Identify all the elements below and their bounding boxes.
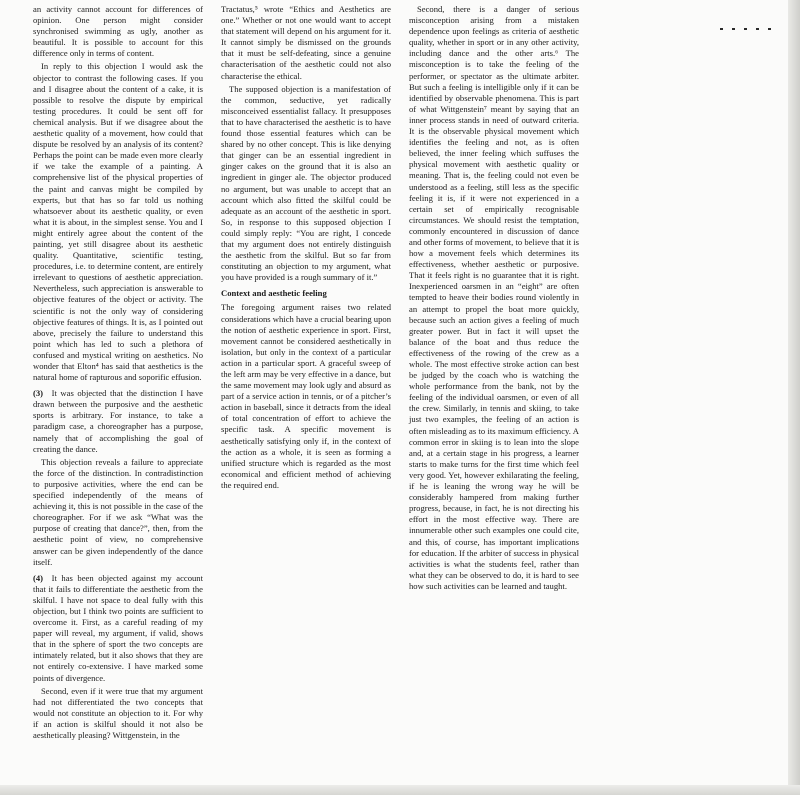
scan-specks [720, 24, 780, 32]
numbered-paragraph [33, 388, 203, 455]
page-edge-bottom [0, 785, 800, 795]
section-heading: Context and aesthetic feeling [221, 288, 327, 299]
body-paragraph: an activity cannot account for differences of opinion. One person might consider synchronised swimming as ugly, another as beautiful. It is possible to account for this difference only in terms of content. [33, 4, 203, 59]
body-paragraph: Tractatus,⁵ wrote “Ethics and Aesthetics are one.” Whether or not one would want to accept that statement will depend on his argument for it. It cannot simply be dismissed on the grounds that it must be self-defeating, since a genuine characterisation of the aesthetic could not also characterise the ethical. [221, 4, 391, 81]
text-column-2 [221, 4, 391, 493]
page-edge-right [788, 0, 800, 795]
paragraph-text: It has been objected against my account that it fails to differentiate the aesthetic from the skilful. I have not space to deal fully with this objection, but I think two points are sufficient to overcome it. First, as a careful reading of my paper will reveal, my argument, if valid, shows that in the sphere of sport the two concepts are intimately related, but it also shows that they are not entirely co-extensive. I have marked some points of divergence. [33, 572, 203, 683]
paragraph-number: (4) [33, 572, 44, 583]
text-column-3 [409, 4, 579, 594]
body-paragraph: The supposed objection is a manifestation of the common, seductive, yet radically misconceived essentialist fallacy. It presupposes that to have characterised the aesthetic is to have found those essential features which can be shared by no other concept. This is like denying that ginger can be an essential ingredient in ginger cakes on the ground that it is also an ingredient in ginger ale. The objector produced no argument, but was unable to accept that an account which also fitted the skilful could be adequate as an account of the aesthetic in sport. So, in response to this supposed objection I could simply reply: “You are right, I concede that my argument does not entirely distinguish the aesthetic from the skilful. But so far from constituting an objection to my argument, what you have provided is a rough summary of it.” [221, 83, 391, 283]
body-paragraph: The foregoing argument raises two related considerations which have a crucial bearing upon the notion of aesthetic experience in sport. First, movement cannot be considered aesthetically in isolation, but only in the context of a particular action in a particular sport. A graceful sweep of the left arm may be very effective in a dance, but the same movement may look ugly and absurd as part of a service action in tennis, or of a pitcher’s action in baseball, since it detracts from the ideal of total concentration of effort to achieve the specific task. A specific movement is aesthetically satisfying only if, in the context of the action as a whole, it is seen as forming a unified structure which is regarded as the most economical and efficient method of achieving the required end. [221, 302, 391, 490]
paragraph-text: It was objected that the distinction I have drawn between the purposive and the aesthetic sports is arbitrary. For instance, to take a paradigm case, a choreographer has a purpose, namely that of accomplishing the goal of creating the dance. [33, 388, 203, 454]
paragraph-number: (3) [33, 388, 44, 399]
text-column-1 [33, 4, 203, 743]
body-paragraph: Second, there is a danger of serious misconception arising from a mistaken dependence upon feelings as criteria of aesthetic quality, whether in sport or in any other activity, including dance and the other arts.⁶ The misconception is to take the feeling of the performer, or spectator as the ultimate arbiter. But such a feeling is intelligible only if it can be identified by observable phenomena. This is part of what Wittgenstein⁷ meant by saying that an inner process stands in need of outward criteria. It is the observable physical movement which identifies the feeling and not, as is often believed, the inner feeling which suffuses the physical movement with aesthetic quality or meaning. That is, the feeling could not even be understood as a feeling, still less as the specific feeling it is, if it were not experienced in a certain set of empirically recognisable circumstances. We should resist the temptation, commonly encountered in discussion of dance and other forms of movement, to believe that it is how a movement feels which determines its effectiveness, whether aesthetic or purposive. That it feels right is no guarantee that it is right. Inexperienced oarsmen in an “eight” are often tempted to heave their bodies round violently in an attempt to propel the boat more quickly, because such an action gives a feeling of much greater power. But in fact it will upset the balance of the boat and thus reduce the effectiveness of the rowing of the crew as a whole. The most effective stroke action can best be judged by the coach who is watching the whole performance from the bank, not by the feeling of the individual oarsmen, or even of all the crew. Similarly, in tennis and skiing, to take just two examples, the feeling of an action is often misleading as to its maximum efficiency. A common error in skiing is to lean into the slope and, at a certain stage in his progress, a learner starts to make turns for the first time which feel very good. Yet, however exhilarating the feeling, if he is leaning the wrong way he will be considerably hampered from making further progress, because, in fact, he is not directing his effort in the most effective way. There are innumerable other such examples one could cite, and this, of course, has important implications for education. If the arbiter of success in physical activities is what the students feel, rather than what they can be observed to do, it is hard to see how such activities can be learned and taught. [409, 4, 579, 591]
body-paragraph: In reply to this objection I would ask the objector to contrast the following cases. If you and I disagree about the content of a cake, it is possible to resolve the dispute by empirical testing procedures. It could be sent off for chemical analysis. But if we disagree about the aesthetic quality of a movement, how could that dispute be resolved by an analysis of its content? Perhaps the point can be made even more clearly if we take the example of a painting. A comprehensive list of the physical properties of the paint and canvas might be compiled by experts, but that has so far told us nothing whatsoever about its aesthetic quality, or even what it is about, in the simplest sense. You and I might entirely agree about the content of the painting, yet still disagree about its aesthetic quality. Quantitative, scientific testing, procedures, i.e. to determine content, are entirely irrelevant to questions of aesthetic appreciation. Nevertheless, such appreciation is answerable to objective features of the object or activity. The scientific is not the only way of considering objective features of things. It is, as I pointed out above, precisely the failure to understand this point which has led to such a plethora of confused and mystical writing on aesthetics. No wonder that Elton⁴ has said that aesthetics is the natural home of rapturous and soporific effusion. [33, 61, 203, 383]
body-paragraph: Second, even if it were true that my argument had not differentiated the two concepts that would not constitute an objection to it. For why if an action is skilful should it not also be aesthetically pleasing? Wittgenstein, in the [33, 685, 203, 740]
numbered-paragraph [33, 573, 203, 684]
body-paragraph: This objection reveals a failure to appreciate the force of the distinction. In contradistinction to purposive activities, where the end can be specified independently of the means of achieving it, this is not possible in the case of the choreographer. For if we ask “What was the purpose of creating that dance?”, then, from the aesthetic point of view, no comprehensive answer can be given independently of the dance itself. [33, 456, 203, 567]
